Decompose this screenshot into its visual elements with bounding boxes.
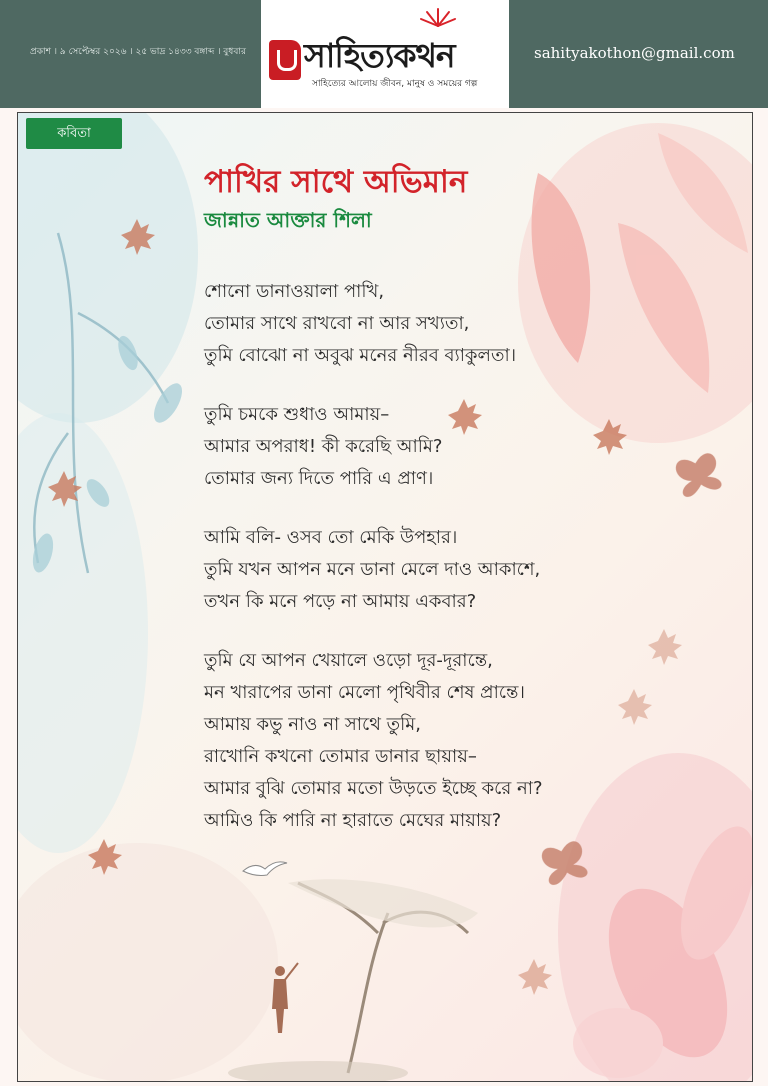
poem-line: তুমি যখন আপন মনে ডানা মেলে দাও আকাশে,: [204, 559, 541, 580]
logo-wordmark: সাহিত্যকথন: [304, 36, 455, 75]
poem-line: তুমি বোঝো না অবুঝ মনের নীরব ব্যাকুলতা।: [204, 345, 517, 366]
poem-line: তোমার সাথে রাখবো না আর সখ্যতা,: [204, 313, 470, 334]
category-badge: কবিতা: [26, 118, 122, 149]
poem-line: রাখোনি কখনো তোমার ডানার ছায়ায়–: [204, 746, 477, 767]
contact-email[interactable]: sahityakothon@gmail.com: [534, 44, 735, 62]
stanza: [204, 276, 543, 372]
publication-date: প্রকাশ । ৯ সেপ্টেম্বর ২০২৬ । ২৫ ভাদ্র ১৪৩৩ বঙ্গাব্দ । বুধবার: [30, 47, 246, 57]
poem-line: তোমার জন্য দিতে পারি এ প্রাণ।: [204, 468, 434, 489]
poem-line: আমায় কভু নাও না সাথে তুমি,: [204, 714, 421, 735]
stanza: [204, 399, 543, 495]
stanza: [204, 645, 543, 837]
poem-line: তুমি যে আপন খেয়ালে ওড়ো দূর-দূরান্তে,: [204, 650, 493, 671]
logo-mark: [269, 40, 301, 80]
poem-author: জান্নাত আক্তার শিলা: [204, 208, 372, 232]
poem-body: [204, 276, 543, 864]
logo-tagline: সাহিত্যের আলোয় জীবন, মানুষ ও সময়ের গল্প: [312, 79, 478, 89]
poem-line: আমি বলি- ওসব তো মেকি উপহার।: [204, 527, 458, 548]
poem-line: আমার অপরাধ! কী করেছি আমি?: [204, 436, 443, 457]
poem-line: মন খারাপের ডানা মেলো পৃথিবীর শেষ প্রান্তে।: [204, 682, 525, 703]
poem-line: শোনো ডানাওয়ালা পাখি,: [204, 281, 385, 302]
poem-line: তখন কি মনে পড়ে না আমায় একবার?: [204, 591, 477, 612]
poem-line: তুমি চমকে শুধাও আমায়–: [204, 404, 390, 425]
stanza: [204, 522, 543, 618]
poem-line: আমিও কি পারি না হারাতে মেঘের মায়ায়?: [204, 810, 502, 831]
sun-rays-icon: [418, 6, 458, 28]
poem-line: আমার বুঝি তোমার মতো উড়তে ইচ্ছে করে না?: [204, 778, 543, 799]
poem-title: পাখির সাথে অভিমান: [204, 164, 468, 200]
